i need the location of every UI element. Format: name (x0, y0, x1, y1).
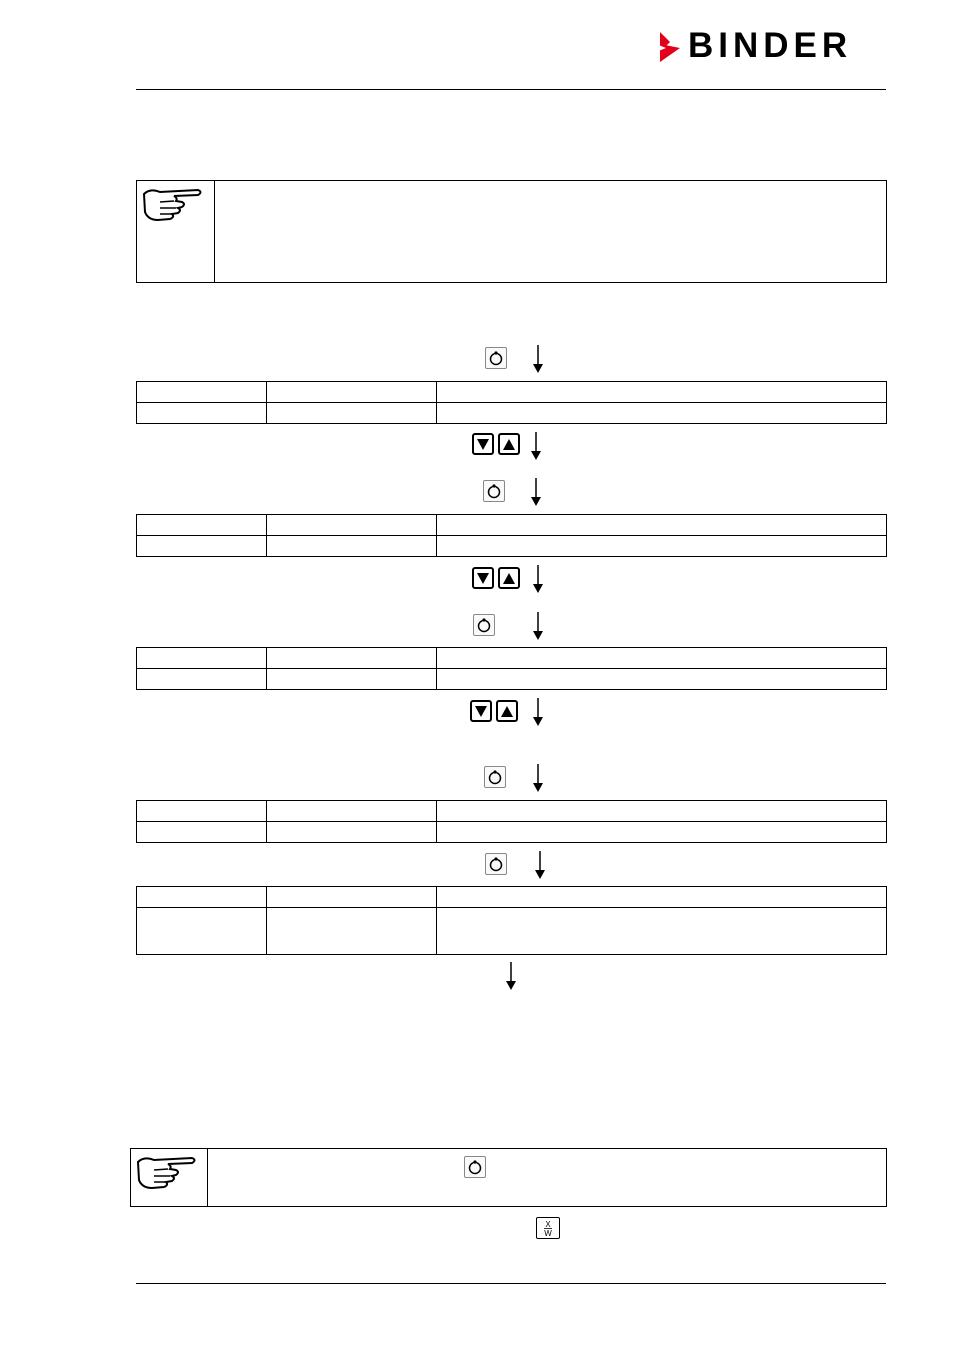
down-arrow-icon (530, 478, 542, 507)
table-row (137, 515, 887, 536)
program-button[interactable] (483, 480, 505, 502)
table-cell (137, 382, 267, 403)
table-cell (137, 908, 267, 955)
program-button[interactable] (485, 347, 507, 369)
table-cell (267, 908, 437, 955)
header-rule (136, 89, 886, 90)
param-table (136, 800, 887, 843)
program-button[interactable] (484, 766, 506, 788)
table-row (137, 382, 887, 403)
table-cell (437, 908, 887, 955)
triangle-down-icon (472, 702, 490, 720)
note-icon-cell (131, 1149, 208, 1206)
program-button[interactable] (473, 614, 495, 636)
down-key-button[interactable] (470, 700, 492, 722)
triangle-up-icon (498, 702, 516, 720)
table-row (137, 536, 887, 557)
table-cell (267, 536, 437, 557)
note-box (136, 180, 887, 283)
param-table (136, 647, 887, 690)
down-arrow-icon (532, 565, 544, 594)
table-row (137, 908, 887, 955)
table-cell (137, 822, 267, 843)
table-cell (267, 822, 437, 843)
table-row (137, 822, 887, 843)
table-cell (267, 887, 437, 908)
table-cell (267, 648, 437, 669)
table-cell (137, 536, 267, 557)
table-cell (267, 515, 437, 536)
up-key-button[interactable] (496, 700, 518, 722)
program-button[interactable] (464, 1156, 486, 1178)
pointing-hand-icon (142, 184, 204, 224)
param-table (136, 886, 887, 955)
exit-key-button[interactable] (536, 1217, 560, 1239)
table-cell (437, 382, 887, 403)
svg-text:W: W (544, 1229, 552, 1238)
footer-rule (136, 1283, 886, 1284)
triangle-up-icon (500, 569, 518, 587)
table-cell (437, 822, 887, 843)
table-cell (137, 515, 267, 536)
pointing-hand-icon (136, 1152, 198, 1192)
program-icon (465, 1157, 485, 1177)
down-arrow-icon (505, 962, 517, 991)
table-cell (437, 669, 887, 690)
note-box (130, 1148, 887, 1207)
triangle-down-icon (474, 569, 492, 587)
program-icon (484, 481, 504, 501)
down-arrow-icon (534, 851, 546, 880)
table-cell (437, 403, 887, 424)
table-cell (137, 801, 267, 822)
param-table (136, 381, 887, 424)
binder-logo (656, 28, 888, 68)
table-cell (437, 536, 887, 557)
exit-key-icon (537, 1218, 559, 1238)
param-table (136, 514, 887, 557)
program-button[interactable] (485, 853, 507, 875)
table-row (137, 403, 887, 424)
down-arrow-icon (532, 345, 544, 374)
table-cell (267, 801, 437, 822)
table-cell (267, 382, 437, 403)
svg-text:X: X (545, 1220, 551, 1229)
triangle-up-icon (500, 435, 518, 453)
down-arrow-icon (532, 698, 544, 727)
down-arrow-icon (530, 432, 542, 461)
logo-mark-icon (656, 28, 686, 68)
down-key-button[interactable] (472, 567, 494, 589)
program-icon (474, 615, 494, 635)
table-row (137, 648, 887, 669)
triangle-down-icon (474, 435, 492, 453)
down-key-button[interactable] (472, 433, 494, 455)
table-cell (137, 669, 267, 690)
table-cell (437, 801, 887, 822)
program-icon (486, 854, 506, 874)
brand-name: BINDER (688, 26, 853, 65)
program-icon (485, 767, 505, 787)
table-cell (137, 403, 267, 424)
down-arrow-icon (532, 764, 544, 793)
table-cell (437, 648, 887, 669)
note-icon-cell (137, 181, 215, 282)
program-icon (486, 348, 506, 368)
table-cell (137, 887, 267, 908)
down-arrow-icon (532, 612, 544, 641)
table-cell (267, 403, 437, 424)
table-cell (137, 648, 267, 669)
table-cell (267, 669, 437, 690)
table-row (137, 669, 887, 690)
up-key-button[interactable] (498, 433, 520, 455)
table-cell (437, 887, 887, 908)
table-row (137, 801, 887, 822)
table-cell (437, 515, 887, 536)
up-key-button[interactable] (498, 567, 520, 589)
table-row (137, 887, 887, 908)
